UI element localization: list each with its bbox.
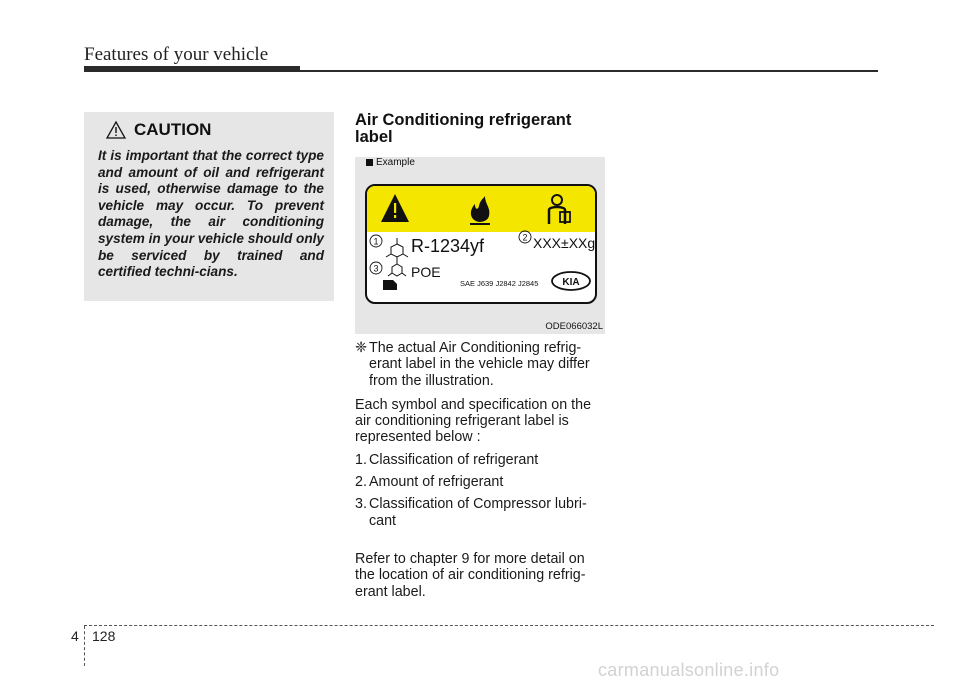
intro-paragraph: Each symbol and specification on the air conditioning refrigerant label is represented below : — [355, 396, 592, 446]
refrigerant-label-figure — [355, 157, 605, 334]
caution-title: CAUTION — [134, 120, 212, 139]
figure-code: ODE066032L — [545, 321, 603, 332]
kia-logo — [552, 272, 590, 290]
caution-text: It is important that the correct type and amount of oil and refrigerant is used, otherwise damage to the vehicle may occur. To prevent damage, the air conditioning system in your vehicle should only be serviced by trained and certified techni-cians. — [98, 148, 324, 280]
page-number: 128 — [92, 628, 116, 644]
chapter-number: 4 — [71, 628, 79, 644]
refrigerant-label-illustration — [365, 184, 597, 304]
footer-divider — [84, 626, 85, 666]
lubricant-type: POE — [411, 264, 441, 280]
section-title: Air Conditioning refrigerant label — [355, 111, 572, 146]
refrigerant-type: R-1234yf — [411, 236, 485, 256]
list-text: Classification of Compressor lubri-cant — [369, 496, 587, 529]
caution-header — [106, 120, 324, 140]
list-item — [355, 452, 605, 468]
lubricant-molecule-icon — [388, 260, 406, 276]
list-item — [355, 496, 605, 529]
list-item — [355, 474, 605, 490]
refer-paragraph: Refer to chapter 9 for more detail on the location of air conditioning refrig-erant label. — [355, 550, 586, 600]
spacer — [355, 529, 605, 543]
list-text: Classification of refrigerant — [369, 451, 539, 468]
header-rule-thin — [300, 70, 878, 72]
marker-3-text: 3 — [373, 263, 379, 274]
refrigerant-molecule-icon — [386, 238, 408, 262]
brand-text: KIA — [562, 277, 580, 288]
marker-2-text: 2 — [522, 232, 528, 243]
warning-triangle-icon — [106, 121, 126, 139]
list-number: 2. — [355, 474, 367, 491]
refrigerant-amount: XXX±XXg — [533, 235, 595, 251]
header-rule-thick — [84, 66, 300, 72]
note — [355, 340, 605, 389]
caution-box — [84, 112, 334, 301]
page-header-title: Features of your vehicle — [84, 44, 269, 65]
label-graphic — [367, 186, 595, 302]
sae-spec: SAE J639 J2842 J2845 — [460, 279, 539, 288]
list-number: 1. — [355, 451, 367, 468]
watermark: carmanualsonline.info — [598, 660, 780, 680]
note-text: The actual Air Conditioning refrig-erant label in the vehicle may differ from the illustration. — [369, 340, 590, 389]
marker-1-text: 1 — [373, 236, 379, 247]
note-mark: ❈ — [355, 340, 367, 356]
footer-rule — [84, 625, 934, 626]
square-bullet-icon — [366, 159, 373, 166]
body-text — [355, 340, 605, 600]
example-label: Example — [376, 157, 415, 168]
figure-example-caption — [366, 157, 415, 168]
oil-can-icon — [383, 280, 397, 290]
list-text: Amount of refrigerant — [369, 474, 504, 491]
list-number: 3. — [355, 496, 367, 513]
